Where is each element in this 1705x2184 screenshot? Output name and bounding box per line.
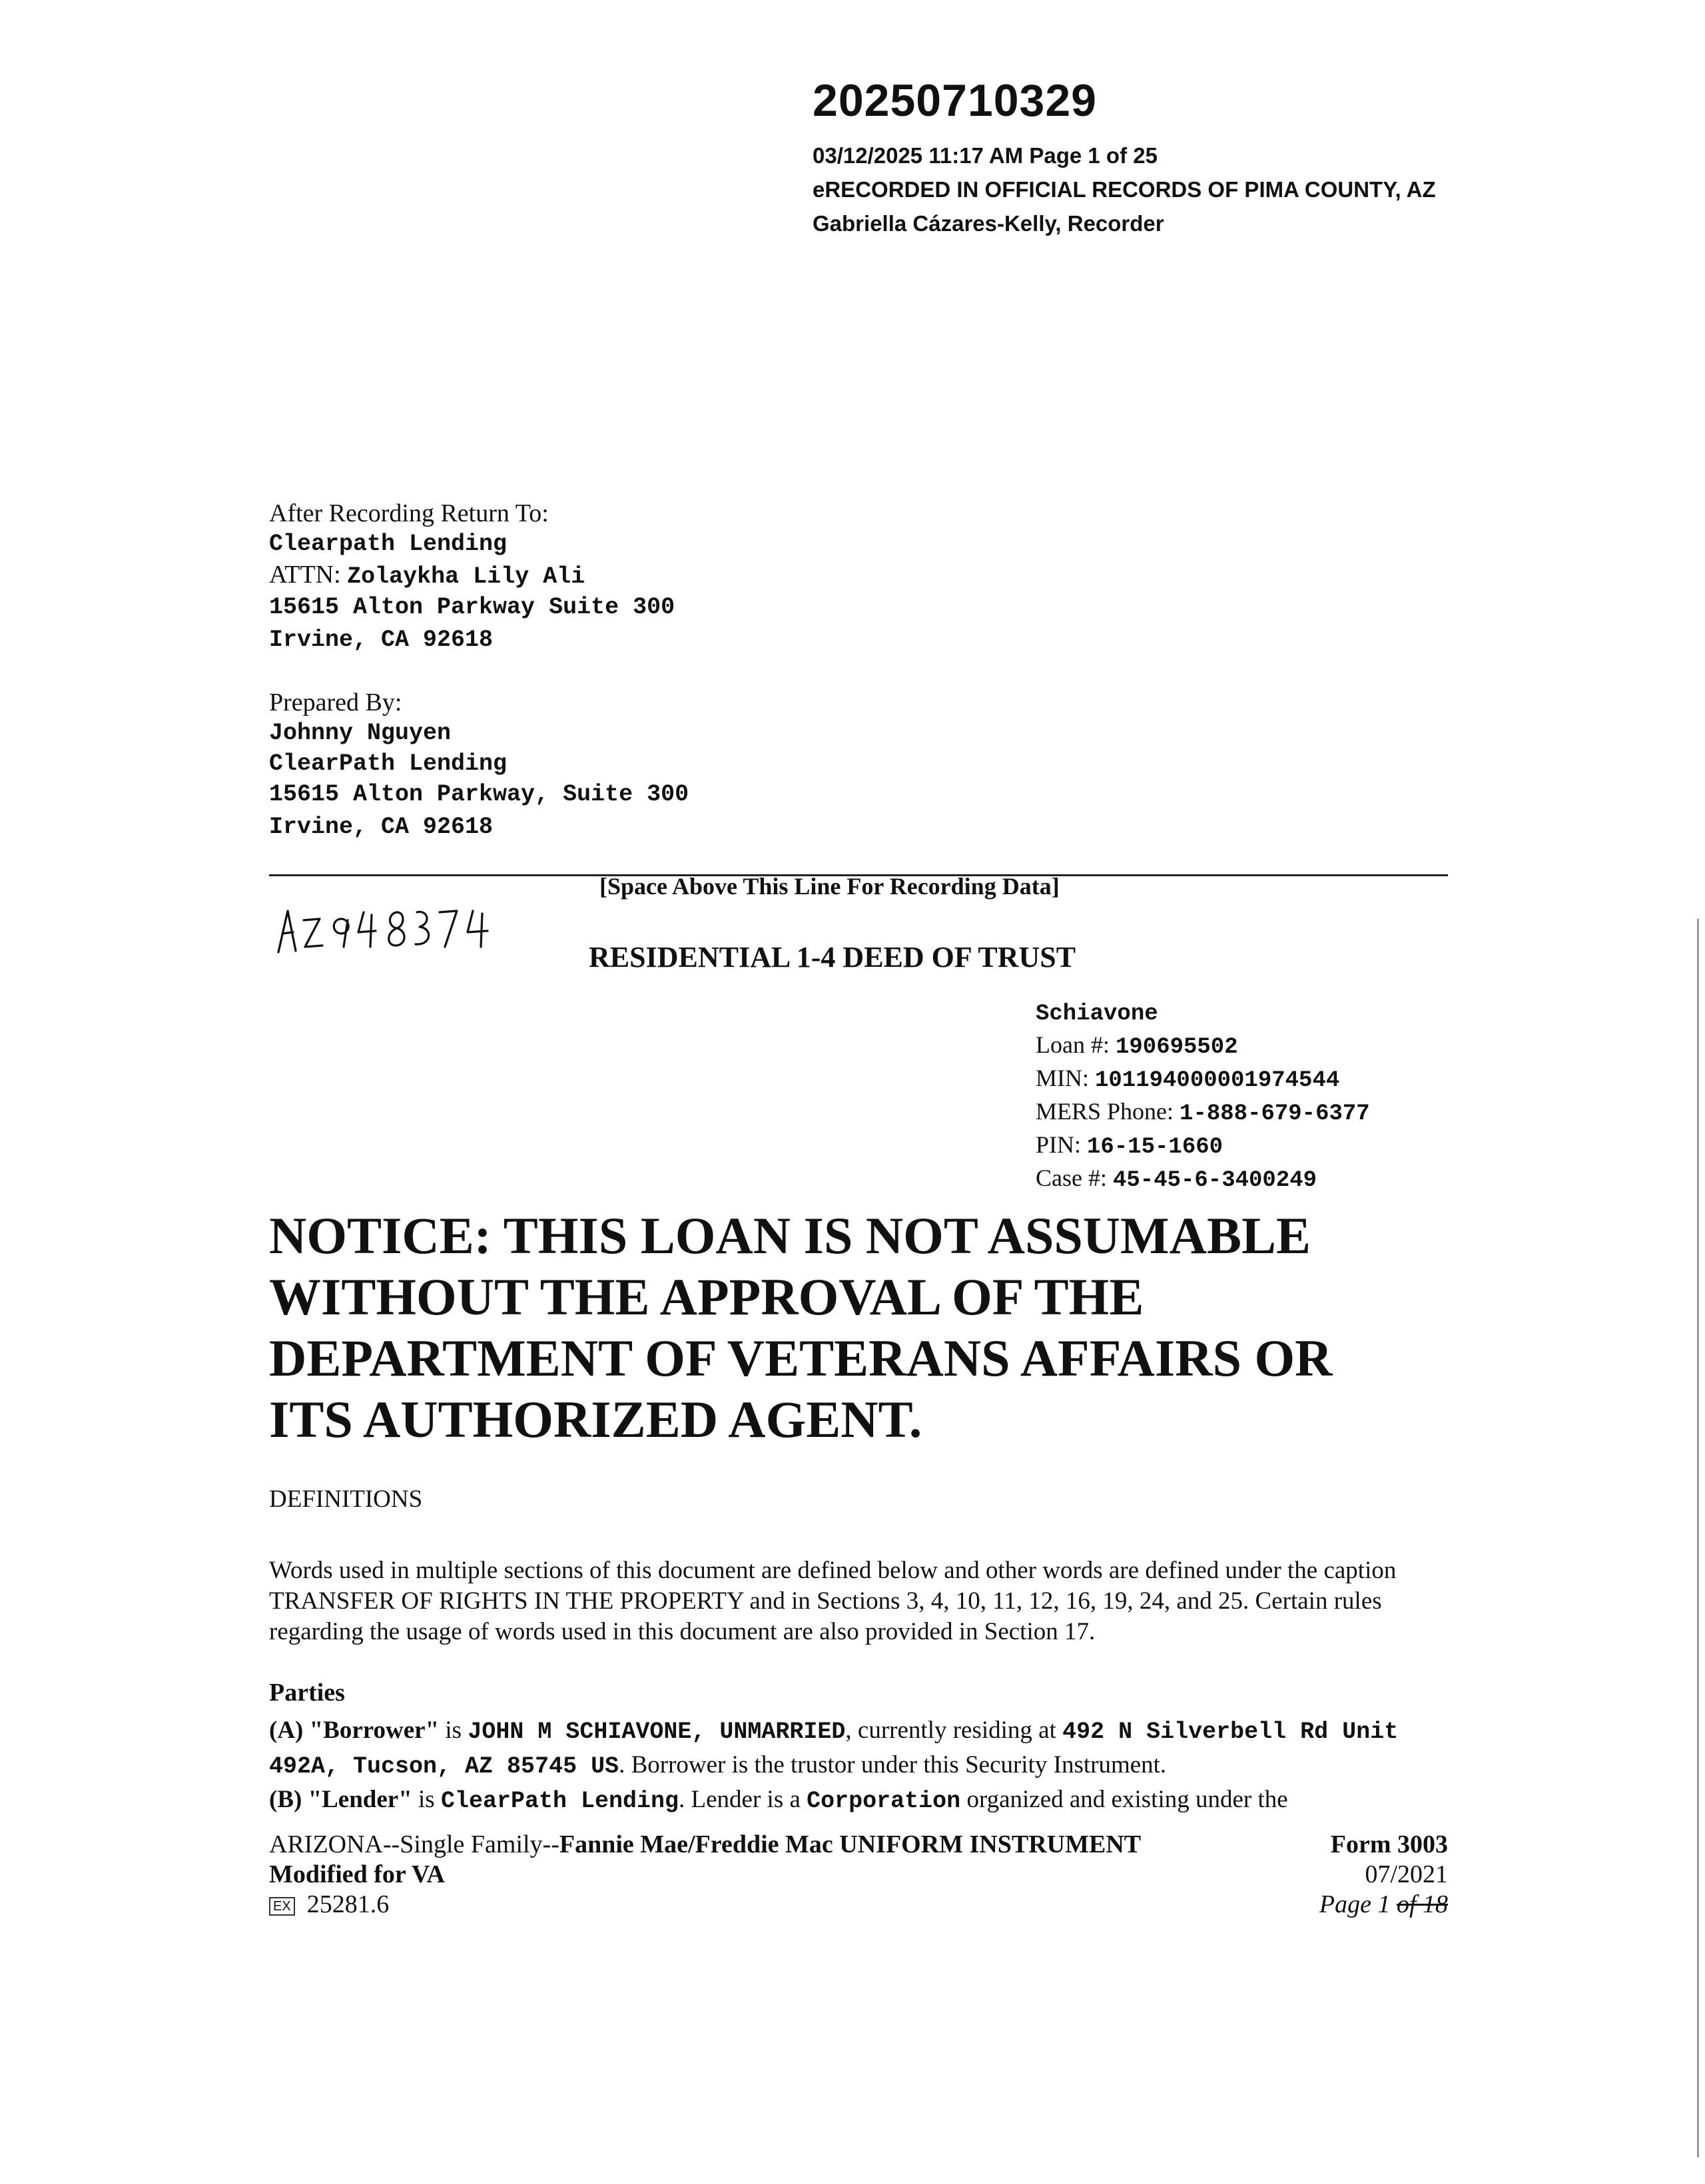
form-footer-right: [1252, 1830, 1448, 1920]
recorder-name: Gabriella Cázares-Kelly, Recorder: [813, 211, 1164, 236]
footer-modified-va: Modified for VA: [269, 1860, 445, 1888]
prepared-city-name: Irvine,: [269, 814, 368, 840]
return-to-attn: [269, 559, 675, 592]
loan-number-label: Loan #:: [1036, 1031, 1116, 1058]
case-number: 45-45-6-3400249: [1112, 1168, 1317, 1193]
case-number-row: [1036, 1163, 1370, 1196]
return-to-city: [269, 623, 675, 655]
attn-label: ATTN:: [269, 561, 348, 589]
prepared-by-address: 15615 Alton Parkway, Suite 300: [269, 781, 689, 808]
document-title: RESIDENTIAL 1-4 DEED OF TRUST: [589, 941, 1076, 973]
case-number-label: Case #:: [1036, 1165, 1113, 1191]
lender-term: "Lender": [308, 1786, 412, 1813]
notice-line: NOTICE: THIS LOAN IS NOT ASSUMABLE: [269, 1207, 1311, 1264]
return-to-label: After Recording Return To:: [269, 499, 549, 527]
prepared-by-company: ClearPath Lending: [269, 750, 508, 777]
footer-state: ARIZONA: [269, 1830, 383, 1858]
form-code: 25281.6: [306, 1890, 390, 1918]
definitions-intro-paragraph: Words used in multiple sections of this document are defined below and other words are defined under the caption TRANSFER OF RIGHTS IN THE PROPERTY and in Sections 3, 4, 10, 11, 12, 16, 19, 24, and 25. Certain rules regarding the usage of words used in this document are also provided in Section 17.: [269, 1557, 1397, 1645]
borrower-term: "Borrower": [309, 1717, 440, 1744]
prepared-by-label: Prepared By:: [269, 688, 402, 716]
notice-line: ITS AUTHORIZED AGENT.: [269, 1390, 922, 1448]
borrower-name: JOHN M SCHIAVONE, UNMARRIED: [468, 1719, 846, 1745]
party-b-mid: . Lender is a: [679, 1786, 807, 1813]
page-indicator: [1252, 1890, 1448, 1920]
handwritten-file-number: [273, 886, 513, 965]
form-date: 07/2021: [1365, 1860, 1448, 1888]
return-to-company: Clearpath Lending: [269, 531, 508, 557]
party-lender: [269, 1783, 1461, 1818]
recording-number: 20250710329: [813, 75, 1098, 126]
recording-datetime-page: 03/12/2025 11:17 AM Page 1 of 25: [813, 143, 1158, 168]
party-a-is: is: [439, 1717, 468, 1744]
footer-uniform-instrument: Fannie Mae/Freddie Mac UNIFORM INSTRUMENT: [559, 1830, 1142, 1858]
min-label: MIN:: [1036, 1065, 1095, 1091]
notice-line: DEPARTMENT OF VETERANS AFFAIRS OR: [269, 1329, 1333, 1387]
parties-heading: Parties: [269, 1679, 345, 1707]
min-row: [1036, 1063, 1370, 1096]
pin-label: PIN:: [1036, 1131, 1088, 1158]
va-assumability-notice: [269, 1205, 1468, 1450]
loan-info-block: [1036, 999, 1370, 1196]
notice-line: WITHOUT THE APPROVAL OF THE: [269, 1268, 1144, 1326]
lender-entity-type: Corporation: [807, 1788, 961, 1814]
prepared-by-name: Johnny Nguyen: [269, 720, 452, 746]
mers-phone: 1-888-679-6377: [1180, 1101, 1370, 1127]
recording-metadata: [813, 138, 1436, 240]
mers-phone-row: [1036, 1096, 1370, 1129]
loan-number-row: [1036, 1029, 1370, 1063]
party-a-label: (A): [269, 1717, 310, 1744]
party-b-label: (B): [269, 1786, 308, 1813]
footer-type: --Single Family--: [382, 1830, 559, 1858]
lender-name: ClearPath Lending: [440, 1788, 679, 1814]
return-city-name: Irvine,: [269, 627, 368, 653]
space-above-note: [Space Above This Line For Recording Data]: [599, 873, 1060, 900]
definitions-heading: DEFINITIONS: [269, 1486, 423, 1513]
min-number: 101194000001974544: [1095, 1068, 1340, 1093]
party-a-tail: . Borrower is the trustor under this Security Instrument.: [619, 1751, 1167, 1778]
parties-body: [269, 1714, 1461, 1818]
attn-name: Zolaykha Lily Ali: [347, 563, 585, 590]
page-number: Page 1: [1319, 1890, 1397, 1918]
pin-number: 16-15-1660: [1087, 1135, 1223, 1160]
return-city-state: CA 92618: [367, 627, 494, 653]
party-a-residing: , currently residing at: [845, 1717, 1063, 1744]
prepared-by-block: [269, 687, 689, 842]
prepared-city-state: CA 92618: [367, 814, 494, 840]
form-footer-left: [269, 1830, 1141, 1920]
return-to-block: [269, 498, 675, 655]
return-to-address: 15615 Alton Parkway Suite 300: [269, 594, 675, 621]
party-borrower: [269, 1714, 1461, 1783]
loan-number: 190695502: [1115, 1035, 1238, 1060]
recording-office: eRECORDED IN OFFICIAL RECORDS OF PIMA COUNTY, AZ: [813, 177, 1436, 202]
party-b-tail: organized and existing under the: [960, 1786, 1288, 1813]
prepared-by-city: [269, 810, 689, 842]
footer-form-code: [269, 1890, 1141, 1920]
form-number: Form 3003: [1330, 1830, 1448, 1858]
page-total-struck: of 18: [1396, 1890, 1448, 1918]
form-code-icon: EX: [269, 1897, 295, 1916]
pin-row: [1036, 1129, 1370, 1163]
borrower-last-name: Schiavone: [1036, 1001, 1158, 1027]
borrower-address: 492 N Silverbell Rd Unit 492A, Tucson, AZ 85745 US: [269, 1719, 1399, 1780]
mers-phone-label: MERS Phone:: [1036, 1098, 1180, 1125]
scan-edge-line: [1697, 919, 1699, 2157]
footer-instrument-line: [269, 1830, 1141, 1860]
party-b-is: is: [412, 1786, 441, 1813]
